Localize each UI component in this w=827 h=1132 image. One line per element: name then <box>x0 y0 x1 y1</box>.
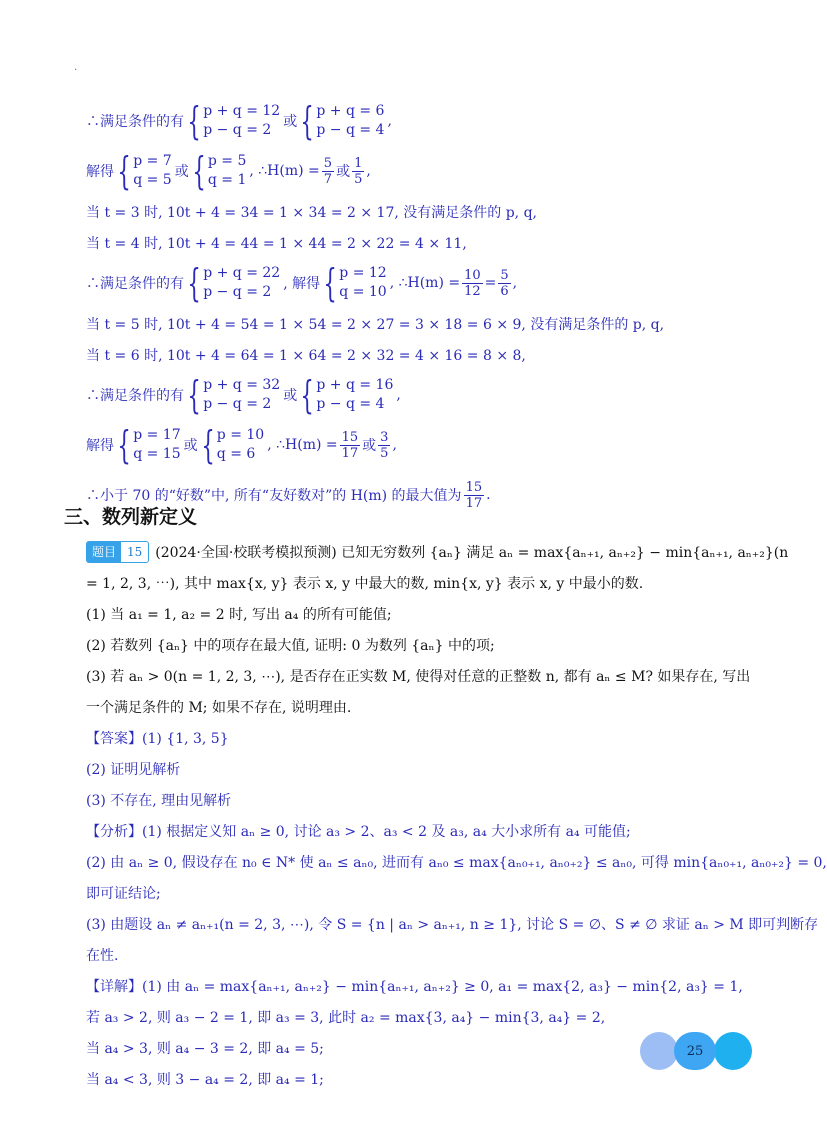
solution-line: 当 t = 4 时, 10t + 4 = 44 = 1 × 44 = 2 × 22 = 4 × 11, <box>86 235 467 252</box>
equation-system: { p = 12 q = 10 <box>323 261 387 305</box>
fraction: $\frac{15}{17}$ <box>341 429 359 461</box>
page-deco-circle-left <box>640 1032 678 1070</box>
line-text: , ∴H(m) = <box>267 437 338 453</box>
line-text: 或 <box>336 164 351 180</box>
fraction: $\frac{5}{7}$ <box>323 155 333 187</box>
line-text: 或 <box>183 438 198 454</box>
answer-line: (3) 不存在, 理由见解析 <box>86 792 232 809</box>
line-text: (2024·全国·校联考模拟预测) 已知无穷数列 {aₙ} 满足 aₙ = max{aₙ₊₁, aₙ₊₂} − min{aₙ₊₁, aₙ₊₂}(n <box>155 544 789 561</box>
line-text: ∴满足条件的有 <box>86 388 184 404</box>
answer-line: 【答案】(1) {1, 3, 5} <box>86 730 229 747</box>
tag-number: 15 <box>127 544 143 559</box>
line-text: 或 <box>283 388 298 404</box>
analysis-line: 在性. <box>86 947 119 964</box>
analysis-line: 【分析】(1) 根据定义知 aₙ ≥ 0, 讨论 a₃ > 2、a₃ < 2 及 a₃, a₄ 大小求所有 a₄ 可能值; <box>86 823 631 840</box>
solution-line <box>86 370 760 420</box>
line-text: 或 <box>283 114 298 130</box>
top-mark: . <box>74 62 78 73</box>
section-title: 三、数列新定义 <box>64 506 198 528</box>
equation-system: { p + q = 22 p − q = 2 <box>187 261 281 305</box>
fraction: $\frac{15}{17}$ <box>465 479 483 511</box>
fraction: $\frac{3}{5}$ <box>380 429 389 461</box>
line-text: ∴满足条件的有 <box>86 276 184 292</box>
question-2: (2) 若数列 {aₙ} 中的项存在最大值, 证明: 0 为数列 {aₙ} 中的项; <box>86 637 495 654</box>
line-text: , <box>366 163 371 179</box>
solution-line: 当 t = 6 时, 10t + 4 = 64 = 1 × 64 = 2 × 32 = 4 × 16 = 8 × 8, <box>86 347 526 364</box>
line-text: 解得 <box>86 164 114 180</box>
detail-line: 【详解】(1) 由 aₙ = max{aₙ₊₁, aₙ₊₂} − min{aₙ₊₁, aₙ₊₂} ≥ 0, a₁ = max{2, a₃} − min{2, a₃} = 1, <box>86 978 743 995</box>
solution-line <box>86 146 760 196</box>
line-text: 或 <box>174 164 189 180</box>
analysis-line: (3) 由题设 aₙ ≠ aₙ₊₁(n = 2, 3, ⋯), 令 S = {n | aₙ > aₙ₊₁, n ≥ 1}, 讨论 S = ∅、S ≠ ∅ 求证 aₙ > M 即可判断存 <box>86 916 819 933</box>
equation-system: { p = 10 q = 6 <box>201 423 265 467</box>
line-text: , <box>396 387 401 403</box>
problem-line: = 1, 2, 3, ⋯), 其中 max{x, y} 表示 x, y 中最大的数, min{x, y} 表示 x, y 中最小的数. <box>86 575 644 592</box>
fraction: $\frac{10}{12}$ <box>464 267 481 299</box>
fraction: $\frac{1}{5}$ <box>354 155 363 187</box>
line-text: . <box>486 487 491 503</box>
line-text: , <box>387 113 392 129</box>
page-deco-circle-right <box>714 1032 752 1070</box>
line-text: ∴满足条件的有 <box>86 114 184 130</box>
question-3-cont: 一个满足条件的 M; 如果不存在, 说明理由. <box>86 699 352 716</box>
solution-continuation <box>86 96 760 520</box>
problem-block <box>86 536 789 722</box>
solution-line: 当 t = 5 时, 10t + 4 = 54 = 1 × 54 = 2 × 27 = 3 × 18 = 6 × 9, 没有满足条件的 p, q, <box>86 316 665 333</box>
answer-line: (2) 证明见解析 <box>86 761 181 778</box>
equation-system: { p + q = 12 p − q = 2 <box>187 99 281 143</box>
solution-line <box>86 258 760 308</box>
equation-system: { p + q = 32 p − q = 2 <box>187 373 281 417</box>
line-text: , 解得 <box>283 276 321 292</box>
line-text: 解得 <box>86 438 114 454</box>
line-text: 或 <box>362 438 377 454</box>
line-text: ∴小于 70 的“好数”中, 所有“友好数对”的 H(m) 的最大值为 <box>86 488 462 504</box>
equation-system: { p + q = 6 p − q = 4 <box>300 99 385 143</box>
line-text: , <box>512 275 518 291</box>
line-text: , <box>392 437 397 453</box>
solution-line: 当 t = 3 时, 10t + 4 = 34 = 1 × 34 = 2 × 17, 没有满足条件的 p, q, <box>86 204 537 221</box>
detail-line: 若 a₃ > 2, 则 a₃ − 2 = 1, 即 a₃ = 3, 此时 a₂ = max{3, a₄} − min{3, a₄} = 2, <box>86 1009 606 1026</box>
equation-system: { p + q = 16 p − q = 4 <box>300 373 394 417</box>
line-text: , ∴H(m) = <box>249 163 320 179</box>
equation-system: { p = 5 q = 1 <box>192 149 247 193</box>
tag-label: 题目 <box>87 542 121 562</box>
line-text: , ∴H(m) = <box>389 275 461 291</box>
page-number: 25 <box>674 1032 716 1070</box>
fraction: $\frac{5}{6}$ <box>500 267 509 299</box>
problem-line <box>86 536 789 567</box>
solution-line <box>86 96 760 146</box>
detail-line: 当 a₄ > 3, 则 a₄ − 3 = 2, 即 a₄ = 5; <box>86 1040 324 1057</box>
solution-line <box>86 420 760 470</box>
question-1: (1) 当 a₁ = 1, a₂ = 2 时, 写出 a₄ 的所有可能值; <box>86 606 392 623</box>
line-text: = <box>484 275 497 291</box>
question-3: (3) 若 aₙ > 0(n = 1, 2, 3, ⋯), 是否存在正实数 M, 使得对任意的正整数 n, 都有 aₙ ≤ M? 如果存在, 写出 <box>86 668 751 685</box>
detail-line: 当 a₄ < 3, 则 3 − a₄ = 2, 即 a₄ = 1; <box>86 1071 324 1088</box>
analysis-line: 即可证结论; <box>86 885 161 902</box>
analysis-line: (2) 由 aₙ ≥ 0, 假设存在 n₀ ∈ N* 使 aₙ ≤ aₙ₀, 进而有 aₙ₀ ≤ max{aₙ₀₊₁, aₙ₀₊₂} ≤ aₙ₀, 可得 min{aₙ₀₊₁, aₙ₀₊₂} = 0, <box>86 854 827 871</box>
equation-system: { p = 17 q = 15 <box>117 423 181 467</box>
problem-tag <box>86 541 149 563</box>
equation-system: { p = 7 q = 5 <box>117 149 172 193</box>
